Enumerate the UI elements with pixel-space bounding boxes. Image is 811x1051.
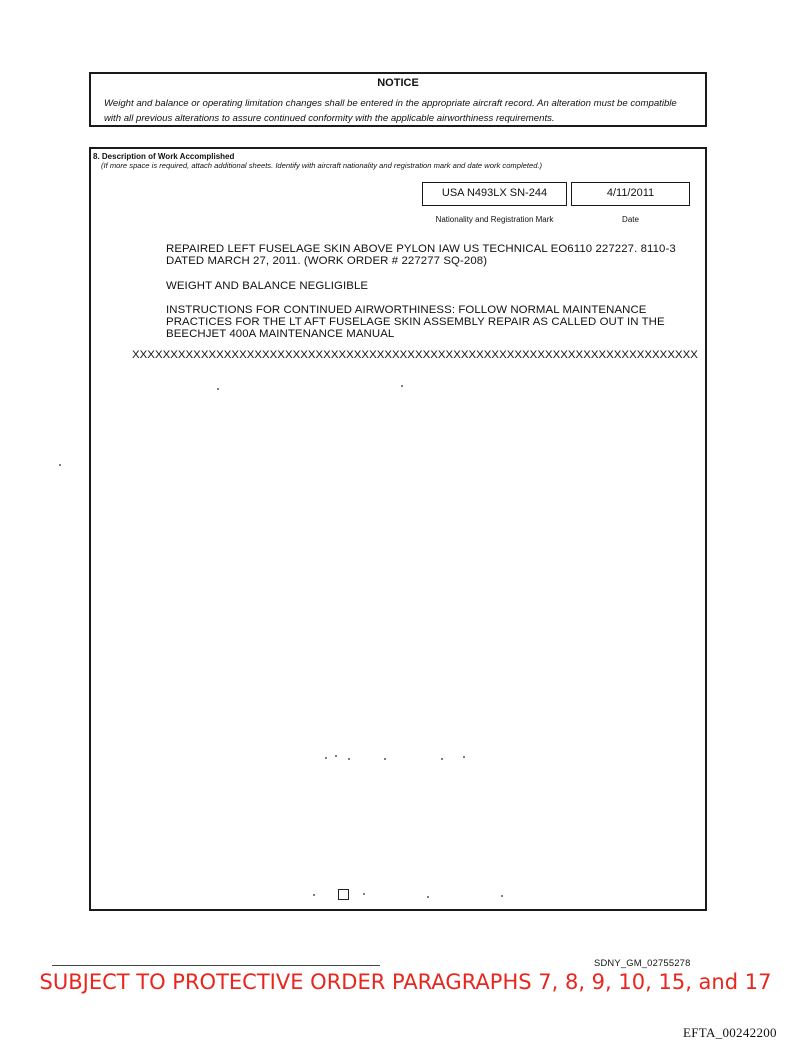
work-description-section: [89, 147, 707, 911]
section-instructions: (If more space is required, attach additional sheets. Identify with aircraft nationality and registration mark and date work completed.): [101, 161, 543, 170]
work-paragraph-instructions: INSTRUCTIONS FOR CONTINUED AIRWORTHINESS: FOLLOW NORMAL MAINTENANCE PRACTICES FOR THE LT AFT FUSELAGE SKIN ASSEMBLY REPAIR AS CALLED OUT IN THE BEECHJET 400A MAINTENANCE MANUAL: [166, 304, 665, 340]
work-paragraph-repair: REPAIRED LEFT FUSELAGE SKIN ABOVE PYLON IAW US TECHNICAL EO6110 227227. 8110-3 DATED MARCH 27, 2011. (WORK ORDER # 227277 SQ-208): [166, 243, 676, 267]
scan-speck: [463, 756, 465, 758]
scan-speck: [313, 894, 315, 896]
work-paragraph-weight: WEIGHT AND BALANCE NEGLIGIBLE: [166, 280, 369, 292]
bates-number: SDNY_GM_02755278: [594, 957, 691, 968]
scan-speck: [348, 758, 350, 760]
registration-field[interactable]: USA N493LX SN-244: [422, 182, 567, 206]
protective-order-notice: SUBJECT TO PROTECTIVE ORDER PARAGRAPHS 7, 8, 9, 10, 15, and 17: [39, 970, 772, 994]
scan-speck: [59, 464, 61, 466]
date-field[interactable]: 4/11/2011: [571, 182, 690, 206]
scan-speck: [441, 758, 443, 760]
notice-text: Weight and balance or operating limitation changes shall be entered in the appropriate aircraft record. An alteration must be compatible with all previous alterations to assure continued conformity with the applicable airworthiness requirements.: [104, 98, 677, 124]
scan-speck: [427, 896, 429, 898]
scan-speck: [384, 758, 386, 760]
scan-speck: [401, 385, 403, 387]
section-heading: 8. Description of Work Accomplished: [93, 152, 235, 161]
footer-rule: [52, 965, 380, 966]
registration-label: Nationality and Registration Mark: [435, 215, 554, 224]
notice-title: NOTICE: [377, 77, 419, 89]
scan-speck: [325, 757, 327, 759]
date-label: Date: [622, 215, 639, 224]
checkbox[interactable]: [338, 889, 349, 900]
scan-speck: [217, 388, 219, 390]
notice-box: [89, 72, 707, 127]
scan-speck: [363, 893, 365, 895]
strikeout-line: XXXXXXXXXXXXXXXXXXXXXXXXXXXXXXXXXXXXXXXXXXXXXXXXXXXXXXXXXXXXXXXXXXXXXXXXXX: [132, 349, 698, 361]
efta-number: EFTA_00242200: [683, 1025, 777, 1040]
scan-speck: [335, 755, 337, 757]
scan-speck: [501, 895, 503, 897]
